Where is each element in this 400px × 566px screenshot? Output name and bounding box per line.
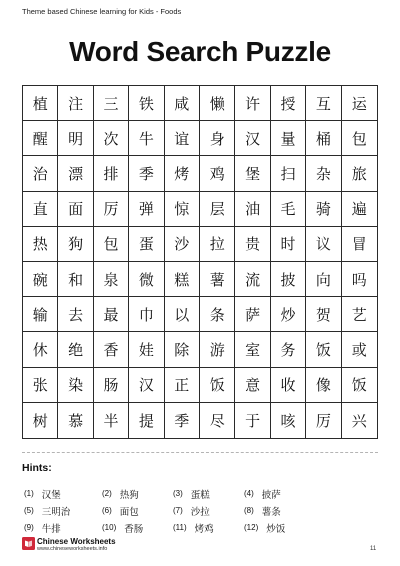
- grid-cell: 和: [58, 262, 93, 297]
- grid-cell: 互: [306, 86, 341, 121]
- grid-cell: 意: [235, 368, 270, 403]
- grid-cell: 输: [23, 297, 58, 332]
- grid-cell: 糕: [165, 262, 200, 297]
- grid-cell: 弹: [129, 192, 164, 227]
- hint-word: 牛排: [41, 523, 61, 535]
- grid-cell: 季: [165, 403, 200, 438]
- hint-item: [100, 519, 171, 536]
- grid-cell: 明: [58, 121, 93, 156]
- grid-cell: 饭: [306, 332, 341, 367]
- grid-cell: 遍: [342, 192, 377, 227]
- grid-cell: 授: [271, 86, 306, 121]
- grid-cell: 层: [200, 192, 235, 227]
- hint-number: (7): [173, 506, 183, 515]
- grid-cell: 桶: [306, 121, 341, 156]
- grid-cell: 牛: [129, 121, 164, 156]
- hint-item: [22, 485, 100, 502]
- grid-cell: 贺: [306, 297, 341, 332]
- grid-cell: 游: [200, 332, 235, 367]
- hint-word: 沙拉: [190, 506, 210, 518]
- grid-cell: 鸡: [200, 156, 235, 191]
- page-number: 11: [370, 546, 377, 552]
- grid-cell: 时: [271, 227, 306, 262]
- grid-cell: 向: [306, 262, 341, 297]
- hint-word: 面包: [119, 506, 139, 518]
- hint-number: (2): [102, 489, 112, 498]
- grid-cell: 于: [235, 403, 270, 438]
- hint-item: [100, 502, 171, 519]
- grid-cell: 醒: [23, 121, 58, 156]
- grid-cell: 收: [271, 368, 306, 403]
- grid-cell: 面: [58, 192, 93, 227]
- grid-cell: 去: [58, 297, 93, 332]
- hint-item: [242, 485, 322, 502]
- grid-cell: 堡: [235, 156, 270, 191]
- grid-cell: 微: [129, 262, 164, 297]
- hint-item: [100, 485, 171, 502]
- grid-cell: 排: [94, 156, 129, 191]
- hint-word: 三明治: [41, 506, 71, 518]
- hint-item: [22, 519, 100, 536]
- hint-word: 香肠: [124, 523, 144, 535]
- grid-cell: 饭: [342, 368, 377, 403]
- grid-cell: 治: [23, 156, 58, 191]
- grid-cell: 量: [271, 121, 306, 156]
- hint-number: (6): [102, 506, 112, 515]
- grid-cell: 惊: [165, 192, 200, 227]
- grid-cell: 汉: [235, 121, 270, 156]
- grid-cell: 植: [23, 86, 58, 121]
- dashed-separator: [22, 452, 378, 453]
- grid-cell: 艺: [342, 297, 377, 332]
- hint-item: [171, 502, 242, 519]
- grid-cell: 身: [200, 121, 235, 156]
- grid-cell: 油: [235, 192, 270, 227]
- grid-cell: 泉: [94, 262, 129, 297]
- grid-cell: 除: [165, 332, 200, 367]
- grid-cell: 巾: [129, 297, 164, 332]
- grid-cell: 最: [94, 297, 129, 332]
- worksheet-subtitle: Theme based Chinese learning for Kids - Foods: [22, 7, 182, 16]
- hint-number: (5): [24, 506, 34, 515]
- grid-cell: 或: [342, 332, 377, 367]
- hint-number: (10): [102, 523, 117, 532]
- grid-cell: 萨: [235, 297, 270, 332]
- hint-item: [242, 502, 322, 519]
- hint-word: 烤鸡: [194, 523, 214, 535]
- grid-cell: 树: [23, 403, 58, 438]
- grid-cell: 尽: [200, 403, 235, 438]
- hint-number: (3): [173, 489, 183, 498]
- hint-word: 披萨: [261, 489, 281, 501]
- grid-cell: 杂: [306, 156, 341, 191]
- grid-cell: 沙: [165, 227, 200, 262]
- page-title: Word Search Puzzle: [69, 36, 331, 67]
- grid-cell: 染: [58, 368, 93, 403]
- grid-cell: 条: [200, 297, 235, 332]
- hint-item: [171, 519, 242, 536]
- grid-cell: 谊: [165, 121, 200, 156]
- hint-number: (1): [24, 489, 34, 498]
- grid-cell: 肠: [94, 368, 129, 403]
- grid-cell: 直: [23, 192, 58, 227]
- grid-cell: 烤: [165, 156, 200, 191]
- grid-cell: 娃: [129, 332, 164, 367]
- grid-cell: 热: [23, 227, 58, 262]
- grid-cell: 慕: [58, 403, 93, 438]
- grid-cell: 旅: [342, 156, 377, 191]
- grid-cell: 次: [94, 121, 129, 156]
- hint-number: (11): [173, 523, 187, 532]
- grid-cell: 漂: [58, 156, 93, 191]
- hint-number: (4): [244, 489, 254, 498]
- grid-cell: 正: [165, 368, 200, 403]
- grid-cell: 三: [94, 86, 129, 121]
- grid-cell: 绝: [58, 332, 93, 367]
- chinese-worksheets-logo-icon: [22, 537, 35, 550]
- hint-word: 热狗: [119, 489, 139, 501]
- grid-cell: 议: [306, 227, 341, 262]
- grid-cell: 吗: [342, 262, 377, 297]
- word-search-grid: [22, 85, 378, 439]
- hints-list: [22, 485, 322, 536]
- grid-cell: 包: [94, 227, 129, 262]
- hint-item: [22, 502, 100, 519]
- grid-cell: 厉: [94, 192, 129, 227]
- hint-number: (9): [24, 523, 34, 532]
- grid-cell: 汉: [129, 368, 164, 403]
- grid-cell: 咳: [271, 403, 306, 438]
- grid-cell: 铁: [129, 86, 164, 121]
- hint-number: (8): [244, 506, 254, 515]
- grid-cell: 以: [165, 297, 200, 332]
- hint-number: (12): [244, 523, 259, 532]
- hints-heading: Hints:: [22, 462, 52, 474]
- brand-url: www.chineseworksheets.info: [37, 546, 108, 552]
- grid-cell: 包: [342, 121, 377, 156]
- grid-cell: 休: [23, 332, 58, 367]
- grid-cell: 狗: [58, 227, 93, 262]
- grid-cell: 冒: [342, 227, 377, 262]
- grid-cell: 室: [235, 332, 270, 367]
- hint-item: [171, 485, 242, 502]
- grid-cell: 张: [23, 368, 58, 403]
- grid-cell: 拉: [200, 227, 235, 262]
- grid-cell: 毛: [271, 192, 306, 227]
- grid-cell: 蛋: [129, 227, 164, 262]
- grid-cell: 懒: [200, 86, 235, 121]
- brand-name: Chinese Worksheets: [37, 537, 116, 546]
- grid-cell: 咸: [165, 86, 200, 121]
- grid-cell: 薯: [200, 262, 235, 297]
- grid-cell: 骑: [306, 192, 341, 227]
- grid-cell: 像: [306, 368, 341, 403]
- grid-cell: 厉: [306, 403, 341, 438]
- hint-word: 蛋糕: [190, 489, 210, 501]
- hint-word: 汉堡: [41, 489, 61, 501]
- grid-cell: 提: [129, 403, 164, 438]
- grid-cell: 兴: [351, 411, 367, 430]
- hint-item: [242, 519, 322, 536]
- grid-cell: 务: [271, 332, 306, 367]
- grid-cell: 许: [235, 86, 270, 121]
- grid-cell: 半: [94, 403, 129, 438]
- grid-cell: 炒: [271, 297, 306, 332]
- hint-word: 炒饭: [266, 523, 286, 535]
- grid-cell: 饭: [200, 368, 235, 403]
- hint-word: 薯条: [261, 506, 281, 518]
- grid-cell: 碗: [23, 262, 58, 297]
- grid-cell: 注: [58, 86, 93, 121]
- grid-cell: 季: [129, 156, 164, 191]
- grid-cell: 披: [271, 262, 306, 297]
- grid-cell: 扫: [271, 156, 306, 191]
- grid-cell: 贵: [235, 227, 270, 262]
- grid-cell: 运: [342, 86, 377, 121]
- grid-cell: 流: [235, 262, 270, 297]
- grid-cell: 香: [94, 332, 129, 367]
